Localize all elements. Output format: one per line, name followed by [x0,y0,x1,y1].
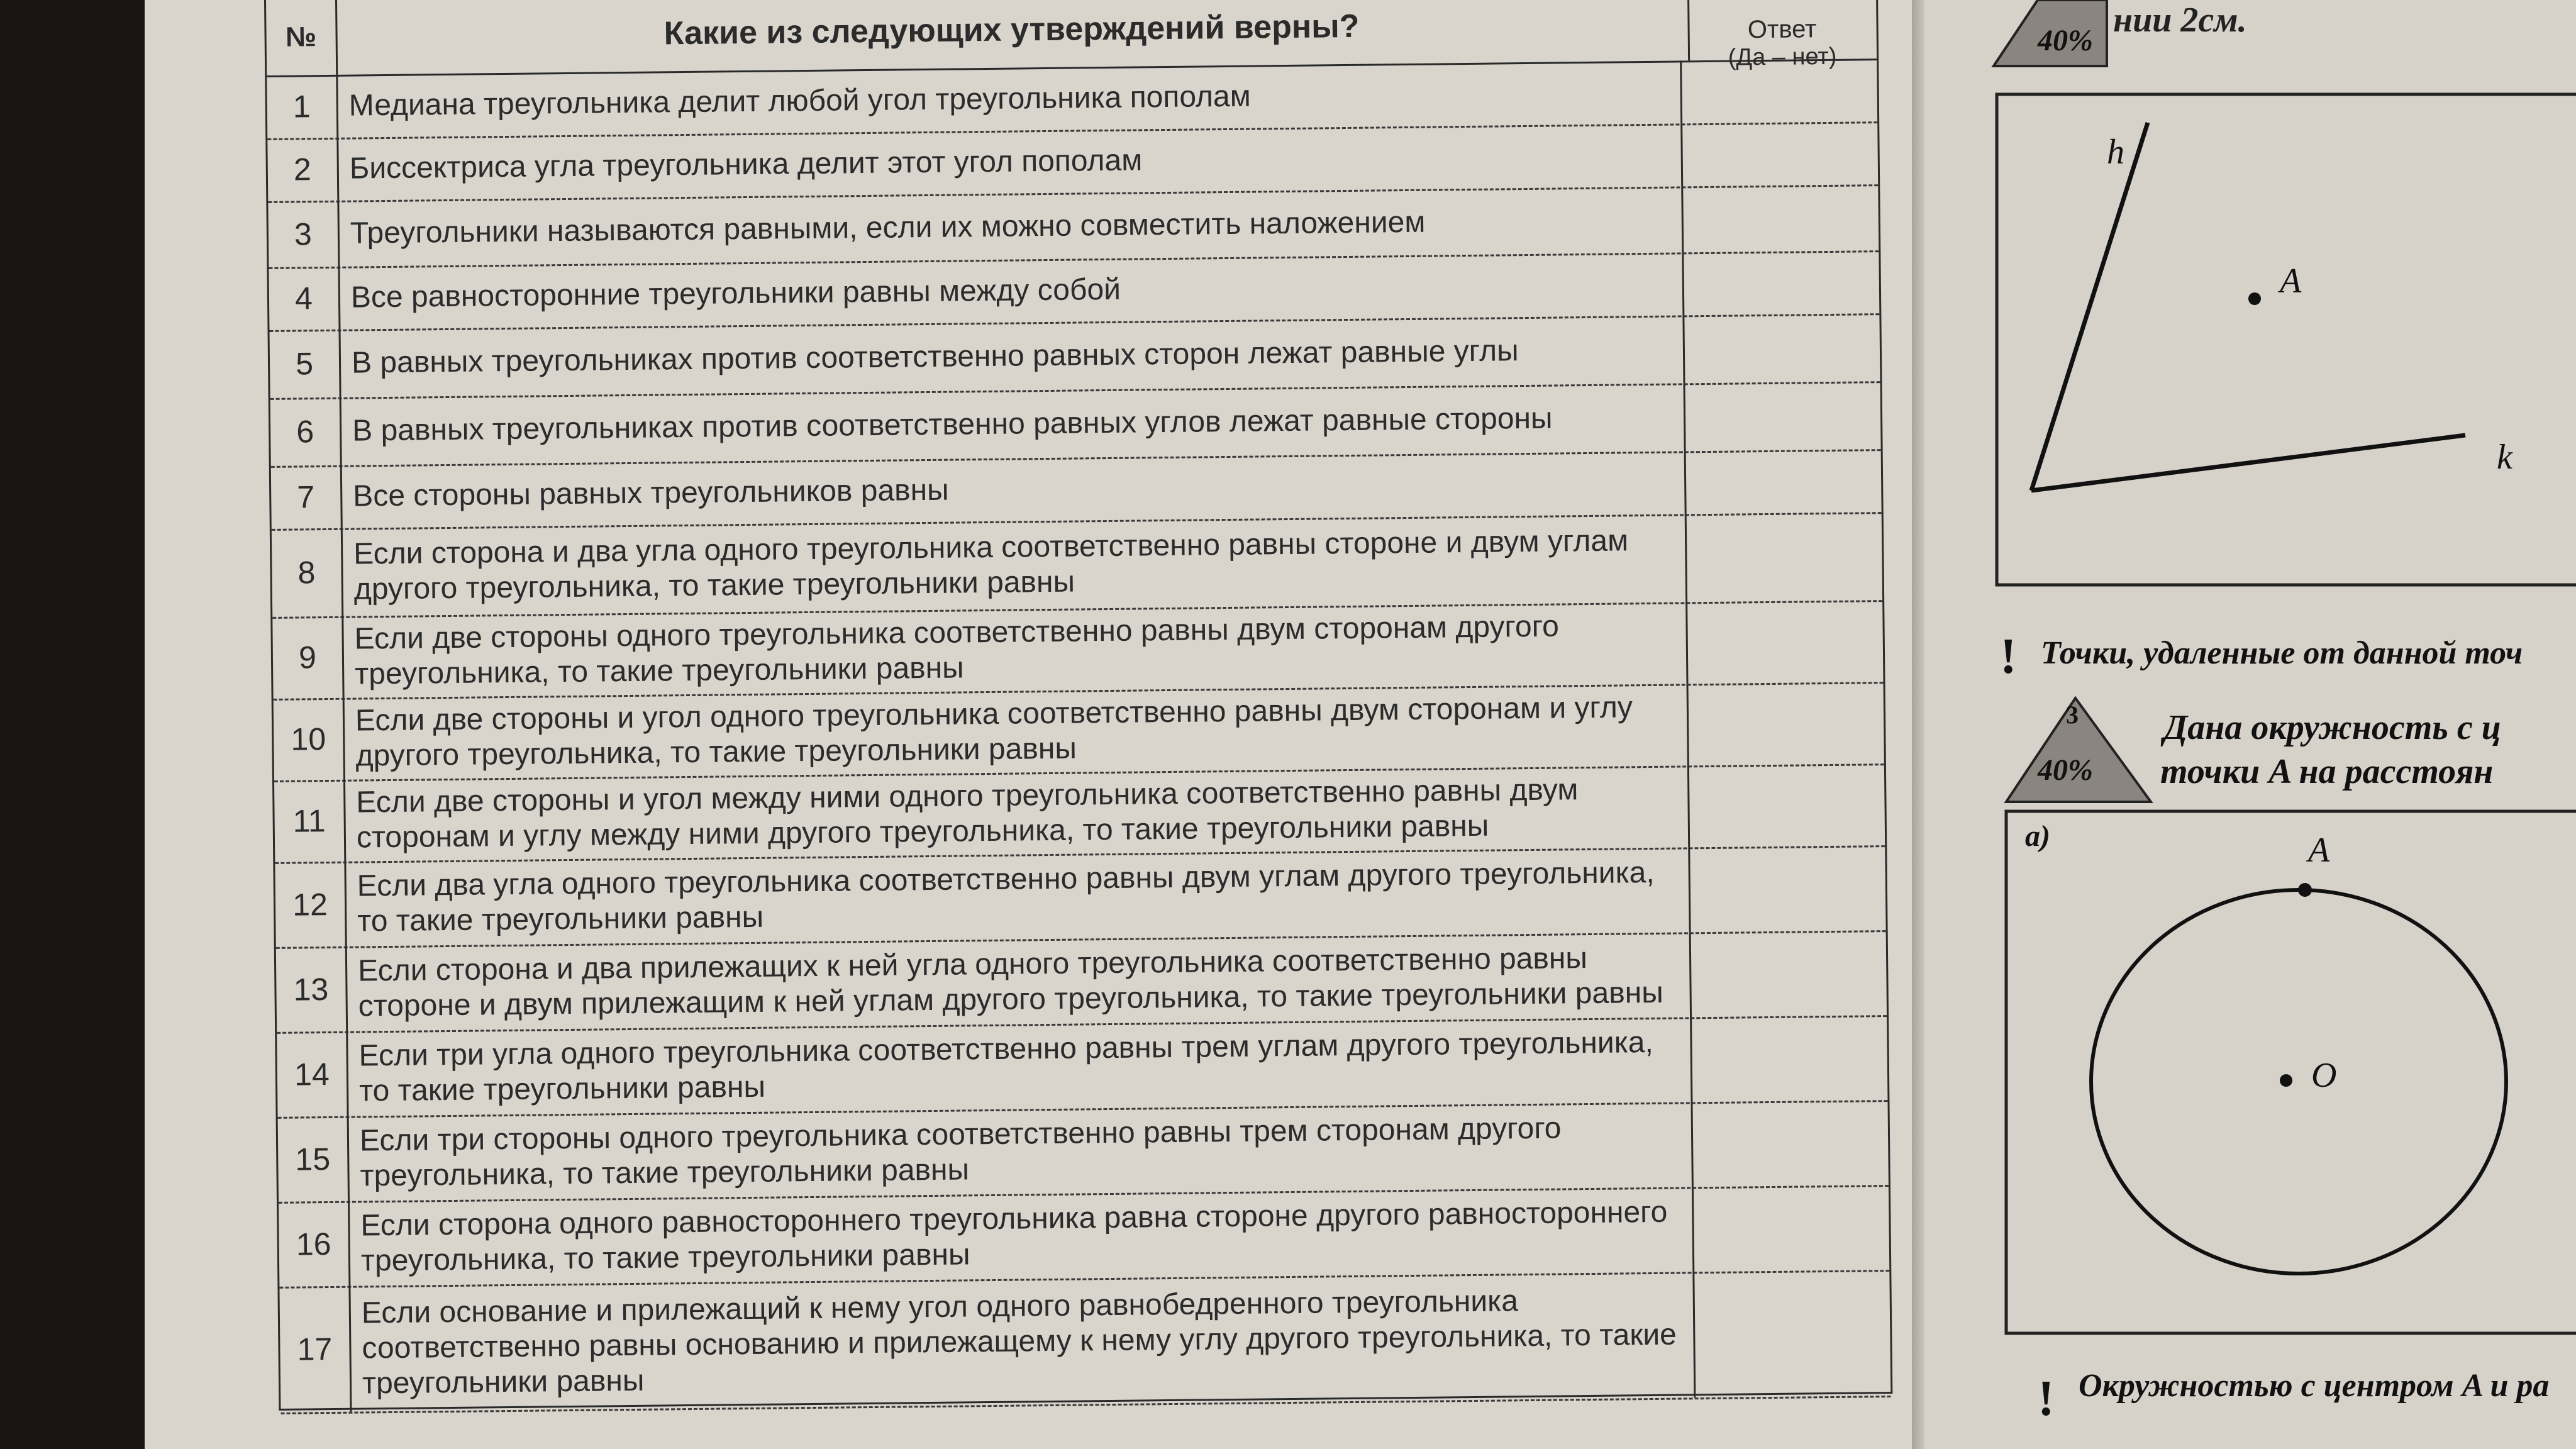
task2-line2: точки A на расстоян [2160,752,2494,791]
row-answer-cell[interactable] [1689,121,1878,186]
row-answer-cell[interactable] [1701,1270,1890,1397]
statements-table [264,0,1892,1411]
row-statement: Если два угла одного треугольника соответственно равны двум углам другого треугольника, то такие треугольники равны [357,847,1690,946]
row-number: 10 [274,698,345,780]
row-statement: Если три стороны одного треугольника соответственно равны трем сторонам другого треугольника, то такие треугольники равны [360,1102,1694,1201]
row-number: 8 [272,528,343,617]
row-number: 12 [275,862,347,947]
row-answer-cell[interactable] [1696,763,1885,847]
row-statement: Биссектриса угла треугольника делит этот угол пополам [349,123,1683,200]
row-statement: Медиана треугольника делит любой угол треугольника пополам [348,60,1682,137]
row-statement: Если две стороны одного треугольника соответственно равны двум сторонам другого треугольника, то такие треугольники равны [354,602,1688,697]
label-A2: A [2308,831,2330,870]
exclamation-icon: ! [2038,1371,2055,1426]
row-statement: Треугольники называются равными, если их можно совместить наложением [350,186,1684,266]
difficulty-badge-2 [2006,698,2151,802]
note-1 [2000,629,2523,684]
row-answer-cell[interactable] [1693,512,1882,602]
row-number: 16 [279,1201,350,1287]
row-answer-cell[interactable] [1699,1100,1888,1187]
task1-text: нии 2см. [2113,1,2247,40]
row-answer-cell[interactable] [1692,449,1882,514]
row-number: 6 [270,397,342,466]
row-statement: Все стороны равных треугольников равны [353,451,1687,528]
row-number: 11 [274,780,346,862]
row-number: 17 [279,1286,352,1413]
row-number: 2 [267,138,339,201]
row-number: 3 [268,201,340,267]
header-answer-title: Ответ [1747,15,1817,44]
badge2-pct: 40% [2038,753,2093,787]
row-answer-cell[interactable] [1688,58,1877,123]
header-number: № [266,0,338,75]
row-answer-cell[interactable] [1698,1015,1887,1102]
figure-circle-box [2006,811,2576,1333]
row-statement: В равных треугольниках против соответственно равных сторон лежат равные углы [351,315,1685,397]
row-answer-cell[interactable] [1697,930,1887,1017]
row-statement: Если две стороны и угол между ними одного треугольника соответственно равны двум сторонам и углу между ними другого треугольника, то такие треугольники равны [356,765,1690,861]
row-number: 4 [269,267,340,330]
task2-line1: Дана окружность с ц [2163,708,2501,747]
label-A1: A [2280,262,2302,301]
row-answer-cell[interactable] [1689,184,1879,252]
row-answer-cell[interactable] [1690,313,1880,383]
header-answer [1687,14,1877,71]
row-number: 7 [271,465,343,529]
badge2-num: 3 [2066,701,2079,729]
note2-text: Окружностью с центром A и ра [2079,1368,2550,1404]
row-statement: Все равносторонние треугольники равны между собой [350,252,1684,329]
table-row [279,1270,1890,1414]
figure-angle-box [1997,94,2576,585]
row-answer-cell[interactable] [1692,381,1881,451]
row-number: 13 [276,947,348,1032]
row-answer-cell[interactable] [1690,250,1879,315]
row-statement: Если сторона и два угла одного треугольника соответственно равны стороне и двум углам другого треугольника, то такие треугольники равны [353,514,1687,616]
badge1-pct: 40% [2038,24,2093,57]
note1-text: Точки, удаленные от данной точ [2041,635,2523,671]
row-number: 9 [272,616,344,699]
row-answer-cell[interactable] [1695,682,1884,765]
right-page-content [1924,0,2576,1449]
row-number: 5 [269,330,341,398]
label-h: h [2107,133,2124,172]
row-statement: Если три угла одного треугольника соответственно равны трем углам другого треугольника, то такие треугольники равны [358,1017,1692,1116]
row-statement: В равных треугольниках против соответственно равных углов лежат равные стороны [352,383,1686,465]
part-a-label: а) [2025,819,2050,853]
row-statement: Если основание и прилежащий к нему угол одного равнобедренного треугольника соответственно равны основанию и прилежащему к нему углу другого треугольника, то такие треугольники равны [361,1272,1696,1411]
row-number: 14 [277,1031,348,1117]
row-statement: Если две стороны и угол одного треугольника соответственно равны двум сторонам и углу другого треугольника, то такие треугольники равны [355,684,1689,779]
row-answer-cell[interactable] [1694,600,1883,684]
row-answer-cell[interactable] [1700,1185,1889,1272]
header-question: Какие из следующих утверждений верны? [335,0,1690,75]
header-answer-sub: (Да – нет) [1728,43,1837,71]
exclamation-icon: ! [2000,629,2017,684]
row-statement: Если сторона и два прилежащих к ней угла одного треугольника соответственно равны стороне и двум прилежащим к ней углам другого треугольника, то такие треугольники равны [358,932,1692,1031]
note-2 [2038,1368,2549,1426]
difficulty-badge-1 [1994,0,2107,66]
row-answer-cell[interactable] [1696,845,1885,932]
label-O: O [2311,1056,2337,1095]
row-number: 1 [267,75,338,138]
row-statement: Если сторона одного равностороннего треугольника равна стороне другого равностороннего треугольника, то такие треугольники равны [360,1187,1694,1285]
label-k: k [2497,438,2512,477]
row-number: 15 [278,1116,350,1202]
